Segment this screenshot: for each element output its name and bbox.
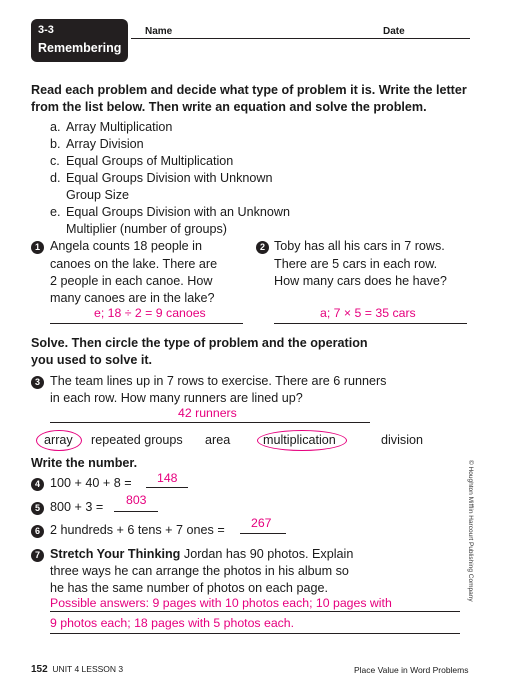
choice-multiplication: multiplication <box>263 433 336 447</box>
choice-repeated-groups: repeated groups <box>91 433 183 447</box>
answer-line <box>240 533 286 534</box>
unit-lesson: UNIT 4 LESSON 3 <box>52 664 124 674</box>
choice-division: division <box>381 433 423 447</box>
stretch-title: Stretch Your Thinking <box>50 547 181 561</box>
option-text: Array Division <box>66 137 144 151</box>
answer-line <box>114 511 158 512</box>
option-letter: e. <box>50 205 61 219</box>
option-d <box>50 170 273 187</box>
option-letter: d. <box>50 171 61 185</box>
answer-line <box>50 611 460 612</box>
problem-7-answer-line-2: 9 photos each; 18 pages with 5 photos each. <box>50 616 295 630</box>
problem-5-expression: 800 + 3 = <box>50 500 104 514</box>
option-letter: b. <box>50 137 61 151</box>
answer-line <box>274 323 467 324</box>
problem-4-number: 4 <box>31 478 44 491</box>
option-e <box>50 204 290 221</box>
instructions-line-1: Read each problem and decide what type of problem it is. Write the letter <box>31 83 467 97</box>
option-text: Equal Groups Division with an Unknown <box>66 205 291 219</box>
problem-4-answer: 148 <box>157 471 178 485</box>
stretch-line-1: Jordan has 90 photos. Explain <box>183 547 354 561</box>
choice-circle <box>257 430 347 451</box>
problem-6-number: 6 <box>31 525 44 538</box>
problem-5-number: 5 <box>31 502 44 515</box>
answer-line <box>50 422 370 423</box>
problem-3-line-1: The team lines up in 7 rows to exercise. There are 6 runners <box>50 374 387 388</box>
answer-line <box>50 633 460 634</box>
problem-7-line-1 <box>50 546 353 563</box>
page-number: 152 <box>31 664 48 675</box>
option-d-line-2: Group Size <box>66 188 129 202</box>
option-e-line-2: Multiplier (number of groups) <box>66 222 227 236</box>
problem-1-answer: e; 18 ÷ 2 = 9 canoes <box>94 306 206 320</box>
problem-1-line-1: Angela counts 18 people in <box>50 239 202 253</box>
choice-array: array <box>44 433 73 447</box>
footer-left <box>31 664 123 675</box>
instructions-line-2: from the list below. Then write an equation and solve the problem. <box>31 100 427 114</box>
problem-2-line-3: How many cars does he have? <box>274 274 447 288</box>
problem-3-answer: 42 runners <box>178 406 237 420</box>
problem-4-expression: 100 + 40 + 8 = <box>50 476 132 490</box>
problem-7-number: 7 <box>31 549 44 562</box>
choice-area: area <box>205 433 231 447</box>
option-a <box>50 119 172 136</box>
problem-2-line-2: There are 5 cars in each row. <box>274 257 438 271</box>
problem-2-line-1: Toby has all his cars in 7 rows. <box>274 239 445 253</box>
option-c <box>50 153 233 170</box>
answer-line <box>146 487 188 488</box>
option-letter: c. <box>50 154 60 168</box>
lesson-title: Remembering <box>38 41 122 55</box>
problem-7-answer-line-1: Possible answers: 9 pages with 10 photos each; 10 pages with <box>50 596 392 610</box>
problem-5-answer: 803 <box>126 493 147 507</box>
problem-2-answer: a; 7 × 5 = 35 cars <box>320 306 416 320</box>
solve-instructions-line-1: Solve. Then circle the type of problem and the operation <box>31 336 368 350</box>
problem-1-number: 1 <box>31 241 44 254</box>
copyright-text: © Houghton Mifflin Harcourt Publishing Company <box>467 460 474 602</box>
answer-line <box>50 323 243 324</box>
solve-instructions-line-2: you used to solve it. <box>31 353 153 367</box>
name-label: Name <box>145 26 173 37</box>
problem-6-expression: 2 hundreds + 6 tens + 7 ones = <box>50 523 225 537</box>
option-letter: a. <box>50 120 61 134</box>
problem-7-line-3: he has the same number of photos on each page. <box>50 581 328 595</box>
problem-3-number: 3 <box>31 376 44 389</box>
problem-6-answer: 267 <box>251 516 272 530</box>
name-date-line <box>131 38 470 39</box>
option-text: Equal Groups of Multiplication <box>66 154 234 168</box>
option-text: Equal Groups Division with Unknown <box>66 171 273 185</box>
problem-1-line-3: 2 people in each canoe. How <box>50 274 213 288</box>
lesson-tab <box>31 19 128 62</box>
option-b <box>50 136 144 153</box>
lesson-number: 3-3 <box>38 24 54 36</box>
footer-right: Place Value in Word Problems <box>354 665 469 675</box>
problem-3-line-2: in each row. How many runners are lined up? <box>50 391 303 405</box>
date-label: Date <box>383 26 405 37</box>
choice-circle <box>36 430 82 451</box>
write-number-heading: Write the number. <box>31 456 138 470</box>
problem-1-line-4: many canoes are in the lake? <box>50 291 215 305</box>
problem-7-line-2: three ways he can arrange the photos in his album so <box>50 564 349 578</box>
problem-2-number: 2 <box>256 241 269 254</box>
problem-1-line-2: canoes on the lake. There are <box>50 257 218 271</box>
option-text: Array Multiplication <box>66 120 173 134</box>
